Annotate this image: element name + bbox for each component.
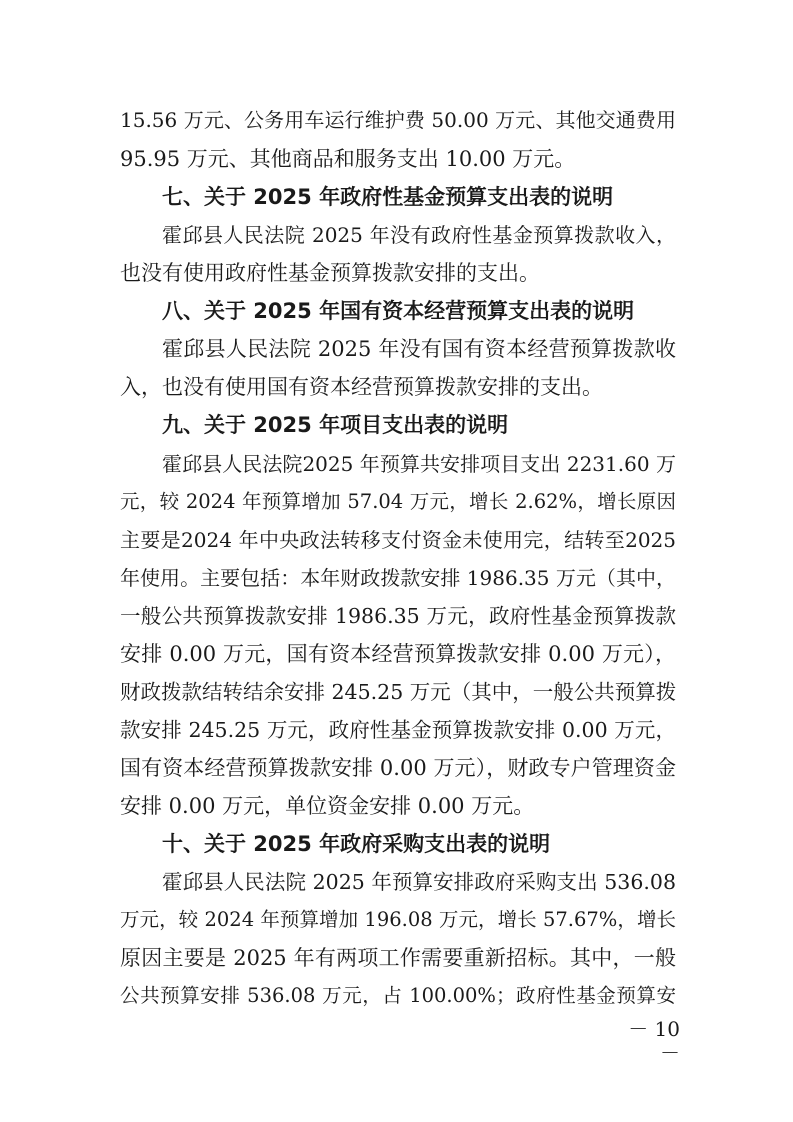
body-line: 原因主要是 2025 年有两项工作需要重新招标。其中，一般 bbox=[120, 946, 676, 970]
body-line: 霍邱县人民法院 2025 年没有国有资本经营预算拨款收 bbox=[162, 337, 676, 361]
body-line: 主要是2024 年中央政法转移支付资金未使用完，结转至2025 bbox=[120, 528, 676, 552]
body-line: 入，也没有使用国有资本经营预算拨款安排的支出。 bbox=[120, 375, 603, 399]
page-number: － 10 － bbox=[628, 1017, 680, 1065]
section-heading: 七、关于 2025 年政府性基金预算支出表的说明 bbox=[162, 185, 614, 209]
body-line: 公共预算安排 536.08 万元，占 100.00%；政府性基金预算安 bbox=[120, 984, 676, 1007]
body-line: 霍邱县人民法院 2025 年预算安排政府采购支出 536.08 bbox=[162, 870, 676, 894]
body-line: 霍邱县人民法院 2025 年没有政府性基金预算拨款收入， bbox=[162, 223, 676, 247]
body-line: 国有资本经营预算拨款安排 0.00 万元），财政专户管理资金 bbox=[120, 756, 676, 780]
body-line: 安排 0.00 万元，国有资本经营预算拨款安排 0.00 万元）， bbox=[120, 642, 676, 666]
body-line: 万元，较 2024 年预算增加 196.08 万元，增长 57.67%，增长 bbox=[120, 908, 676, 931]
body-line: 霍邱县人民法院2025 年预算共安排项目支出 2231.60 万 bbox=[162, 452, 676, 476]
body-line: 元，较 2024 年预算增加 57.04 万元，增长 2.62%，增长原因 bbox=[120, 490, 676, 513]
section-heading: 八、关于 2025 年国有资本经营预算支出表的说明 bbox=[162, 299, 635, 323]
body-line: 15.56 万元、公务用车运行维护费 50.00 万元、其他交通费用 bbox=[120, 108, 676, 132]
body-line: 安排 0.00 万元，单位资金安排 0.00 万元。 bbox=[120, 794, 535, 818]
body-line: 也没有使用政府性基金预算拨款安排的支出。 bbox=[120, 261, 540, 285]
body-line: 95.95 万元、其他商品和服务支出 10.00 万元。 bbox=[120, 147, 576, 171]
body-line: 财政拨款结转结余安排 245.25 万元（其中，一般公共预算拨 bbox=[120, 680, 676, 704]
section-heading: 九、关于 2025 年项目支出表的说明 bbox=[162, 413, 509, 437]
body-line: 款安排 245.25 万元，政府性基金预算拨款安排 0.00 万元， bbox=[120, 718, 676, 742]
body-line: 年使用。主要包括：本年财政拨款安排 1986.35 万元（其中， bbox=[120, 566, 676, 590]
section-heading: 十、关于 2025 年政府采购支出表的说明 bbox=[162, 832, 551, 856]
body-line: 一般公共预算拨款安排 1986.35 万元，政府性基金预算拨款 bbox=[120, 604, 676, 628]
